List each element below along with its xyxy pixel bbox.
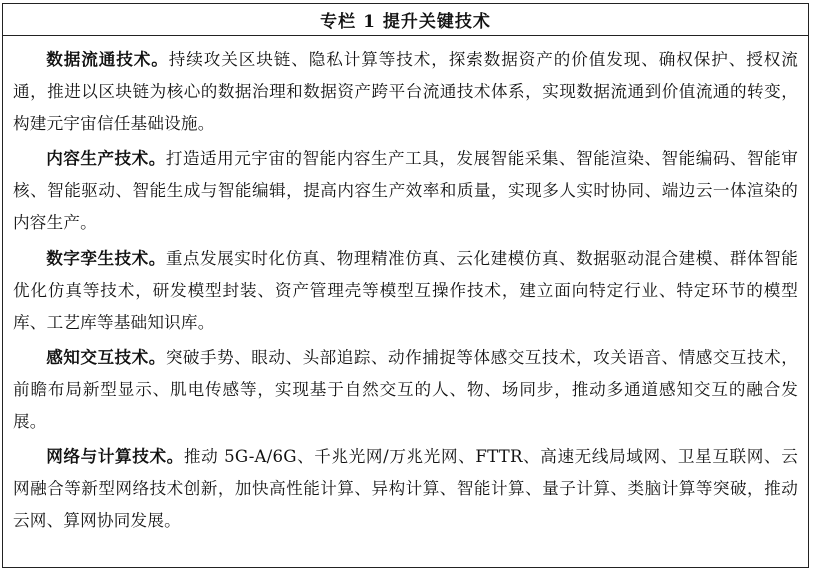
section-body: 持续攻关区块链、隐私计算等技术，探索数据资产的价值发现、确权保护、授权流通，推进以区块链为核心的数据治理和数据资产跨平台流通技术体系，实现数据流通到价值流通的转变，构建元宇宙信任基础设施。 [13, 50, 799, 134]
box-content [3, 36, 808, 537]
section-body: 打造适用元宇宙的智能内容生产工具，发展智能采集、智能渲染、智能编码、智能审核、智能驱动、智能生成与智能编辑，提高内容生产效率和质量，实现多人实时协同、端边云一体渲染的内容生产。 [13, 149, 798, 233]
feature-box [2, 3, 809, 568]
section-perception-interaction [13, 341, 798, 438]
section-digital-twin [13, 242, 798, 339]
section-heading: 感知交互技术。 [46, 346, 166, 367]
box-title: 专栏 1 提升关键技术 [3, 4, 808, 36]
section-body: 突破手势、眼动、头部追踪、动作捕捉等体感交互技术，攻关语音、情感交互技术，前瞻布局新型显示、肌电传感等，实现基于自然交互的人、物、场同步，推动多通道感知交互的融合发展。 [13, 347, 798, 432]
section-body: 重点发展实时化仿真、物理精准仿真、云化建模仿真、数据驱动混合建模、群体智能优化仿真等技术，研发模型封装、资产管理壳等模型互操作技术，建立面向特定行业、特定环节的模型库、工艺库等基础知识库。 [13, 248, 798, 332]
section-heading: 网络与计算技术。 [46, 446, 184, 467]
section-heading: 数据流通技术。 [46, 49, 169, 69]
section-data-circulation [13, 43, 798, 140]
section-network-computing [13, 440, 798, 537]
section-content-production [13, 142, 798, 239]
section-heading: 数字孪生技术。 [46, 247, 166, 268]
section-body: 推动 5G-A/6G、千兆光网/万兆光网、FTTR、高速无线局域网、卫星互联网、云网融合等新型网络技术创新，加快高性能计算、异构计算、智能计算、量子计算、类脑计算等突破，推动云网、算网协同发展。 [13, 447, 798, 531]
section-heading: 内容生产技术。 [46, 148, 166, 169]
